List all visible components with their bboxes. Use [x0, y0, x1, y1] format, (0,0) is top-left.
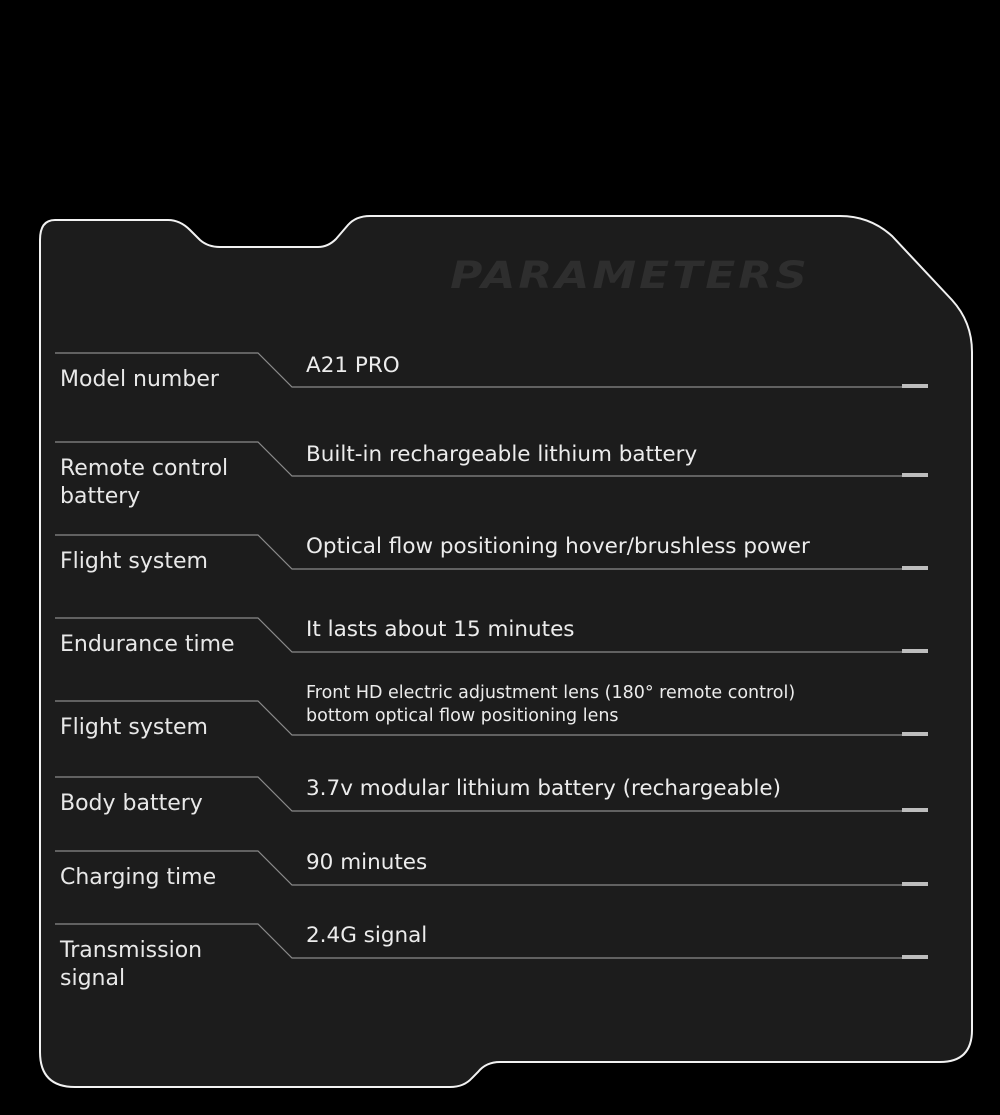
param-value: Front HD electric adjustment lens (180° remote control) bottom optical flow positioning lens — [306, 683, 796, 726]
divider-tick — [902, 473, 928, 477]
divider-tick — [902, 649, 928, 653]
param-label: Body battery — [60, 791, 203, 816]
param-label: Endurance time — [60, 632, 235, 657]
divider-tick — [902, 566, 928, 570]
param-value: A21 PRO — [306, 353, 400, 378]
parameters-watermark: PARAMETERS — [450, 253, 810, 298]
param-label: Flight system — [60, 549, 208, 574]
param-label: Flight system — [60, 715, 208, 740]
param-value: 3.7v modular lithium battery (rechargeable) — [306, 776, 781, 801]
param-value: Built-in rechargeable lithium battery — [306, 442, 698, 467]
param-label: Model number — [60, 367, 219, 392]
divider-tick — [902, 955, 928, 959]
divider-tick — [902, 808, 928, 812]
param-label: Remote control battery — [60, 456, 229, 509]
param-value: Optical flow positioning hover/brushless power — [306, 534, 810, 559]
param-label: Charging time — [60, 865, 217, 890]
divider-tick — [902, 882, 928, 886]
param-value: 2.4G signal — [306, 923, 428, 948]
divider-tick — [902, 732, 928, 736]
param-value: It lasts about 15 minutes — [306, 617, 575, 642]
divider-tick — [902, 384, 928, 388]
param-label: Transmission signal — [60, 938, 203, 991]
param-value: 90 minutes — [306, 850, 428, 875]
